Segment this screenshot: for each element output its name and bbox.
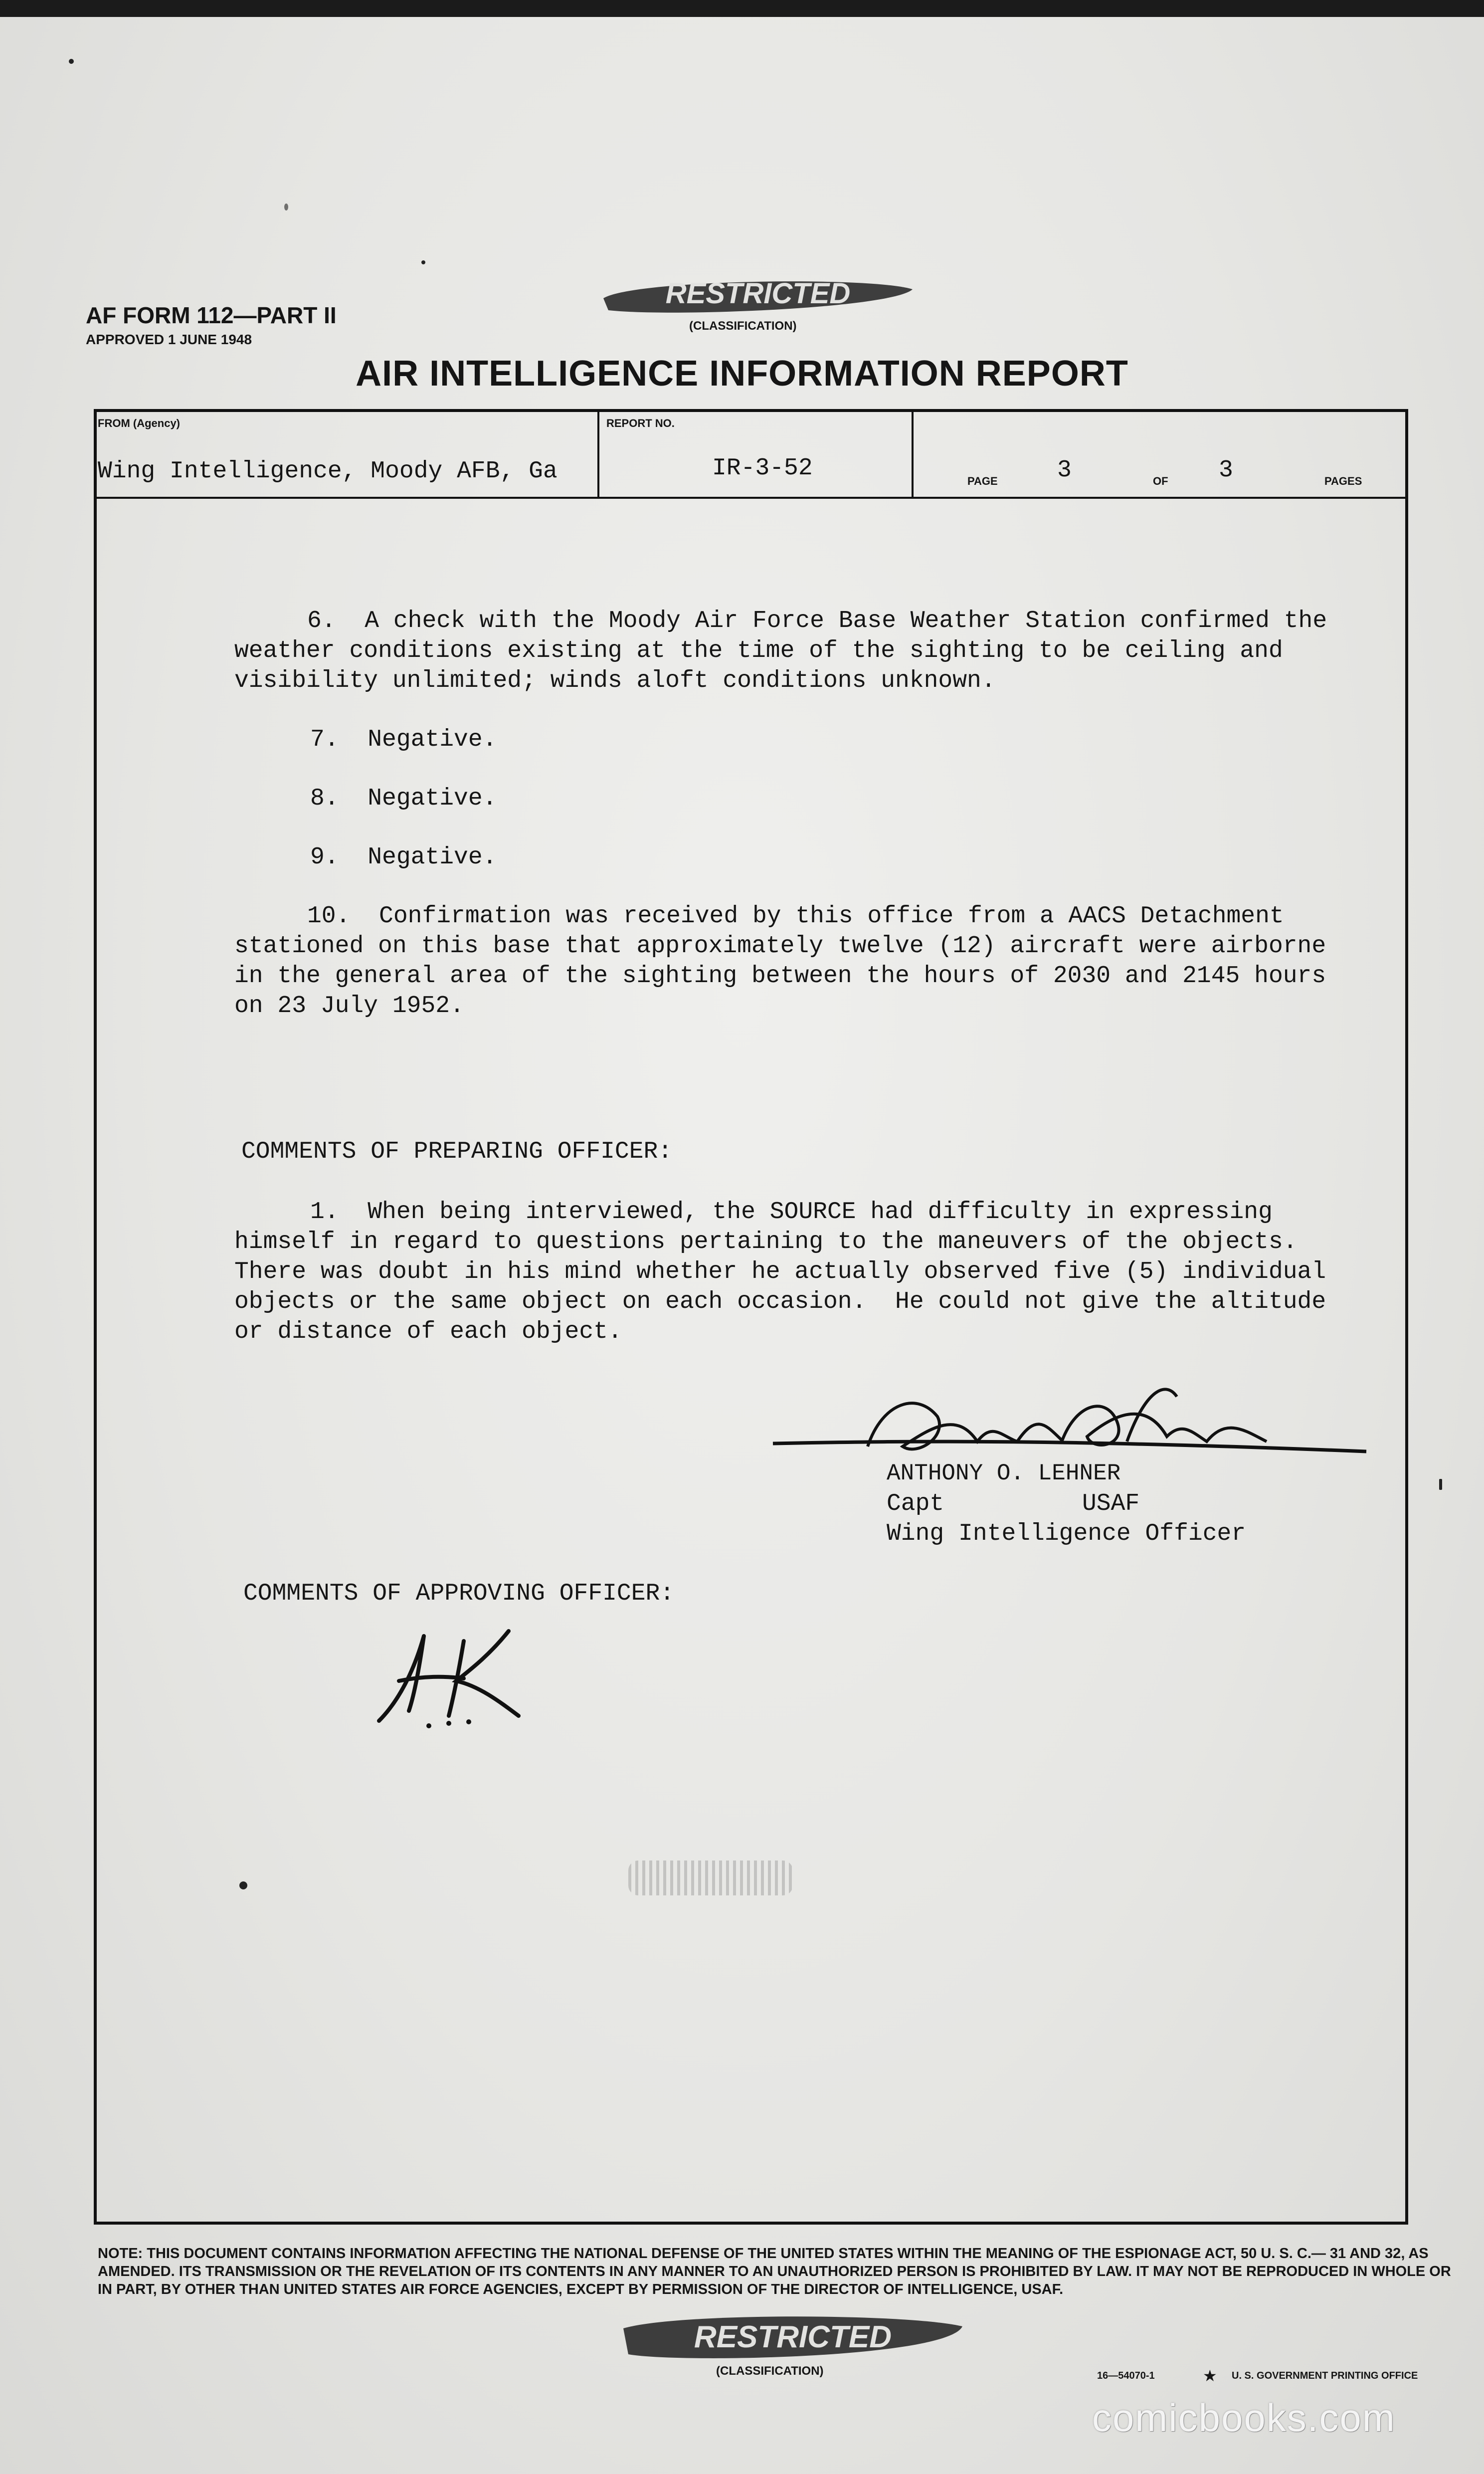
pages-label: PAGES (1324, 475, 1362, 487)
signer-name: ANTHONY O. LEHNER (887, 1460, 1121, 1486)
comment-1: 1. When being interviewed, the SOURCE had difficulty in expressing himself in regard to questions pertaining to the maneuvers of the objects. There was doubt in his mind whether he actually observed five (5) individual objects or the same object on each occasion. He could not give the altitude or distance of each object. (234, 1199, 1326, 1345)
scan-top-edge (0, 0, 1484, 17)
approver-initials (369, 1626, 549, 1738)
signer-service: USAF (1082, 1490, 1140, 1517)
scan-speck (69, 59, 74, 64)
header-divider (597, 409, 599, 499)
comments-preparing-heading: COMMENTS OF PREPARING OFFICER: (241, 1138, 673, 1165)
from-agency-value: Wing Intelligence, Moody AFB, Ga (98, 458, 557, 485)
restricted-stamp-icon (593, 269, 923, 324)
form-print-number: 16—54070-1 (1097, 2370, 1155, 2381)
of-label: OF (1153, 475, 1168, 487)
printing-office: U. S. GOVERNMENT PRINTING OFFICE (1232, 2370, 1418, 2381)
report-title: AIR INTELLIGENCE INFORMATION REPORT (356, 354, 1128, 394)
comments-approving-heading: COMMENTS OF APPROVING OFFICER: (243, 1580, 675, 1607)
report-body (234, 606, 1396, 1050)
star-icon: ★ (1203, 2367, 1217, 2385)
report-no-value: IR-3-52 (712, 455, 813, 482)
restricted-stamp-icon (618, 2308, 967, 2368)
classification-stamp-bottom (618, 2308, 967, 2371)
classification-label-bottom: (CLASSIFICATION) (716, 2364, 824, 2378)
from-agency-label: FROM (Agency) (98, 417, 180, 429)
signer-title: Wing Intelligence Officer (887, 1520, 1246, 1547)
paragraph-10: 10. Confirmation was received by this office from a AACS Detachment stationed on this base that approximately twelve (12) aircraft were airborne in the general area of the sighting between the hours of 2030 and 2145 hours on 23 July 1952. (234, 903, 1326, 1020)
classification-label-top: (CLASSIFICATION) (689, 319, 797, 333)
scan-speck (421, 260, 425, 264)
paragraph-7: 7. Negative. (310, 726, 497, 753)
form-approved-date: APPROVED 1 JUNE 1948 (86, 332, 252, 347)
classification-stamp-text: RESTRICTED (665, 277, 851, 310)
scan-smudge (628, 1860, 793, 1895)
page-label: PAGE (967, 475, 998, 487)
scan-speck (1439, 1479, 1442, 1490)
handwritten-initials-icon (369, 1626, 549, 1736)
preparing-comments (234, 1197, 1396, 1376)
form-id: AF FORM 112—PART II (86, 302, 337, 328)
classification-stamp-text: RESTRICTED (694, 2320, 892, 2354)
total-pages: 3 (1219, 457, 1233, 484)
signer-rank: Capt (887, 1490, 944, 1517)
header-row (94, 409, 1408, 499)
espionage-note: NOTE: THIS DOCUMENT CONTAINS INFORMATION AFFECTING THE NATIONAL DEFENSE OF THE UNITED STATES WITHIN THE MEANING OF THE ESPIONAGE ACT, 50 U. S. C.— 31 AND 32, AS AMENDED. ITS TRANSMISSION OR THE REVELATION OF ITS CONTENTS IN ANY MANNER TO AN UNAUTHORIZED PERSON IS PROHIBITED BY LAW. IT MAY NOT BE REPRODUCED IN WHOLE OR IN PART, BY OTHER THAN UNITED STATES AIR FORCE AGENCIES, EXCEPT BY PERMISSION OF THE DIRECTOR OF INTELLIGENCE, USAF. (98, 2246, 1451, 2297)
classification-stamp-top (593, 269, 923, 324)
source-watermark: comicbooks.com (1092, 2396, 1396, 2440)
report-no-label: REPORT NO. (606, 417, 675, 429)
paragraph-6: 6. A check with the Moody Air Force Base Weather Station confirmed the weather conditions existing at the time of the sighting to be ceiling and visibility unlimited; winds aloft conditions unknown. (234, 608, 1327, 694)
header-divider (912, 409, 914, 499)
paragraph-9: 9. Negative. (310, 844, 497, 871)
page-number: 3 (1057, 457, 1072, 484)
paragraph-8: 8. Negative. (310, 785, 497, 812)
scan-speck (284, 204, 288, 210)
